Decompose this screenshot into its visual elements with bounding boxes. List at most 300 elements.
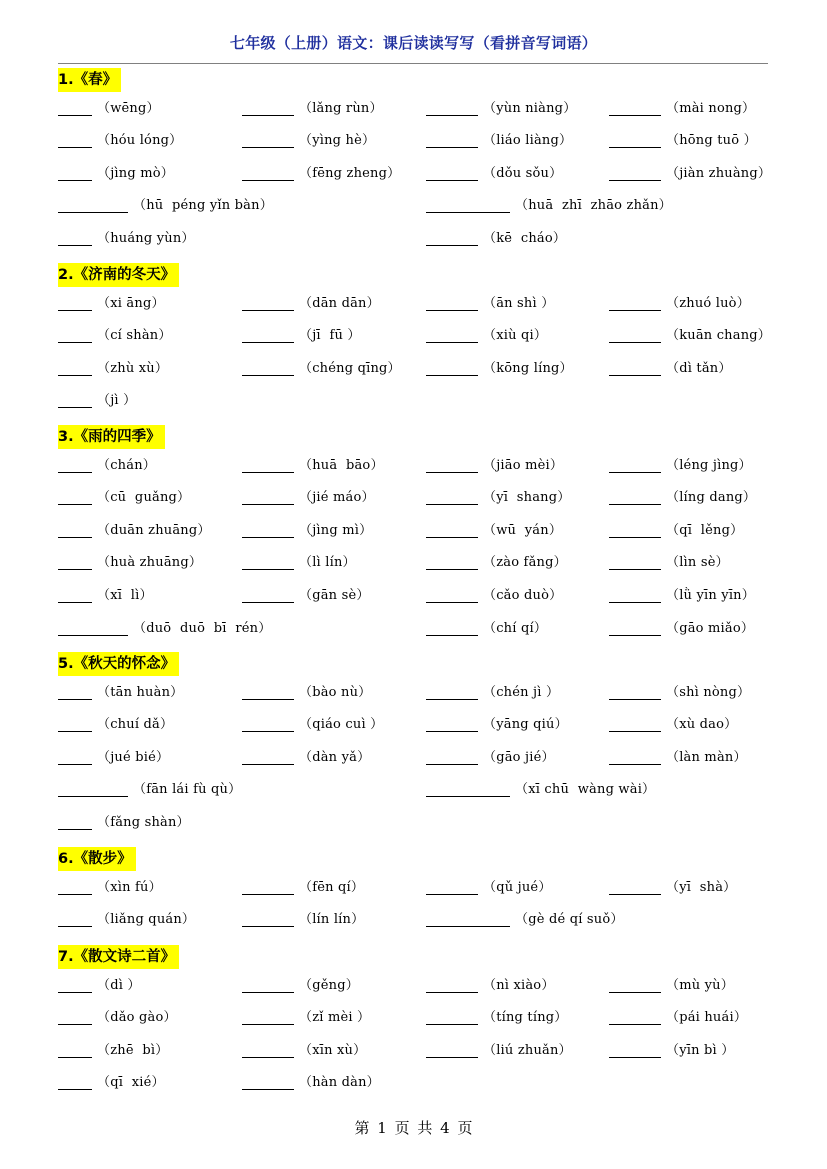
answer-blank[interactable] [426, 179, 478, 181]
pinyin-prompt: （fǎng shàn） [97, 814, 190, 830]
answer-blank[interactable] [609, 698, 661, 700]
exercise-item [58, 547, 202, 580]
exercise-row [58, 482, 757, 515]
answer-blank[interactable] [426, 471, 478, 473]
answer-blank[interactable] [58, 730, 92, 732]
exercise-row [58, 157, 772, 190]
answer-blank[interactable] [58, 536, 92, 538]
pinyin-prompt: （xù dao） [666, 717, 738, 733]
answer-blank[interactable] [426, 1056, 478, 1058]
exercise-item [426, 676, 559, 709]
answer-blank[interactable] [609, 146, 661, 148]
pinyin-prompt: （huà zhuāng） [97, 555, 203, 571]
exercise-item [58, 320, 172, 353]
pinyin-prompt: （qǔ jué） [483, 879, 552, 895]
exercise-row [58, 125, 757, 158]
exercise-item [609, 482, 756, 515]
answer-blank[interactable] [58, 991, 92, 993]
answer-blank[interactable] [426, 925, 510, 927]
pinyin-prompt: （tān huàn） [97, 684, 184, 700]
exercise-item [426, 514, 562, 547]
exercise-item [609, 709, 737, 742]
exercise-item [609, 287, 750, 320]
pinyin-prompt: （lǜ yīn yīn） [666, 587, 755, 603]
pinyin-prompt: （huā zhī zhāo zhǎn） [515, 198, 672, 214]
exercise-item [58, 904, 195, 937]
exercise-item [58, 514, 211, 547]
exercise-item [242, 579, 370, 612]
exercise-item [58, 741, 169, 774]
answer-blank[interactable] [426, 893, 478, 895]
answer-blank[interactable] [58, 406, 92, 408]
pinyin-prompt: （jué bié） [97, 749, 170, 765]
answer-blank[interactable] [609, 179, 661, 181]
answer-blank[interactable] [58, 1056, 92, 1058]
exercise-item [58, 449, 156, 482]
exercise-row [58, 774, 656, 807]
exercise-row [58, 385, 179, 418]
exercise-row [58, 1002, 748, 1035]
section-6 [58, 945, 748, 1099]
answer-blank[interactable] [242, 146, 294, 148]
pinyin-prompt: （jì ） [97, 393, 137, 409]
exercise-item [58, 482, 190, 515]
pinyin-prompt: （yī shà） [666, 879, 737, 895]
pinyin-prompt: （zǐ mèi ） [299, 1010, 371, 1026]
pinyin-prompt: （kuān chang） [666, 328, 772, 344]
pinyin-prompt: （mài nong） [666, 100, 756, 116]
exercise-item [609, 125, 757, 158]
exercise-item [426, 774, 655, 807]
pinyin-prompt: （tíng tíng） [483, 1010, 568, 1026]
pinyin-prompt: （lín lín） [299, 912, 365, 928]
exercise-item [58, 871, 162, 904]
answer-blank[interactable] [426, 146, 478, 148]
pinyin-prompt: （gāo jié） [483, 749, 555, 765]
answer-blank[interactable] [609, 568, 661, 570]
exercise-item [426, 547, 567, 580]
exercise-item [58, 709, 173, 742]
pinyin-prompt: （xi āng） [97, 295, 165, 311]
exercise-row [58, 547, 729, 580]
exercise-row [58, 287, 750, 320]
pinyin-prompt: （wēng） [97, 100, 160, 116]
pinyin-prompt: （huáng yùn） [97, 230, 195, 246]
answer-blank[interactable] [58, 146, 92, 148]
pinyin-prompt: （gè dé qí suǒ） [515, 912, 624, 928]
exercise-item [609, 449, 752, 482]
answer-blank[interactable] [609, 730, 661, 732]
answer-blank[interactable] [426, 763, 478, 765]
pinyin-prompt: （jī fū ） [299, 328, 361, 344]
answer-blank[interactable] [426, 114, 478, 116]
answer-blank[interactable] [242, 698, 294, 700]
section-heading: 7.《散文诗二首》 [58, 945, 179, 969]
exercise-item [426, 741, 555, 774]
exercise-item [426, 482, 570, 515]
exercise-item [426, 1034, 572, 1067]
exercise-row [58, 352, 732, 385]
exercise-item [242, 1034, 366, 1067]
pinyin-prompt: （shì nòng） [666, 684, 751, 700]
pinyin-prompt: （dǒu sǒu） [483, 165, 563, 181]
exercise-item [609, 92, 755, 125]
answer-blank[interactable] [242, 1023, 294, 1025]
pinyin-prompt: （xī chū wàng wài） [515, 782, 656, 798]
answer-blank[interactable] [58, 893, 92, 895]
answer-blank[interactable] [426, 634, 478, 636]
exercise-item [242, 969, 359, 1002]
answer-blank[interactable] [426, 991, 478, 993]
answer-blank[interactable] [58, 601, 92, 603]
pinyin-prompt: （lì lín） [299, 555, 356, 571]
pinyin-prompt: （liú zhuǎn） [483, 1042, 572, 1058]
answer-blank[interactable] [58, 503, 92, 505]
pinyin-prompt: （jié máo） [299, 490, 375, 506]
exercise-item [242, 871, 364, 904]
answer-blank[interactable] [609, 341, 661, 343]
pinyin-prompt: （cí shàn） [97, 328, 172, 344]
answer-blank[interactable] [609, 634, 661, 636]
page-title: 七年级（上册）语文：课后读读写写（看拼音写词语） [229, 34, 598, 52]
answer-blank[interactable] [426, 503, 478, 505]
pinyin-prompt: （zào fǎng） [483, 555, 567, 571]
pinyin-prompt: （yùn niàng） [483, 100, 577, 116]
answer-blank[interactable] [58, 1088, 92, 1090]
answer-blank[interactable] [426, 211, 510, 213]
exercise-item [242, 482, 375, 515]
answer-blank[interactable] [426, 698, 478, 700]
pinyin-prompt: （lǎng rùn） [299, 100, 383, 116]
exercise-item [609, 157, 771, 190]
answer-blank[interactable] [58, 471, 92, 473]
answer-blank[interactable] [58, 568, 92, 570]
exercise-item [426, 157, 562, 190]
answer-blank[interactable] [242, 568, 294, 570]
pinyin-prompt: （jìng mò） [97, 165, 174, 181]
answer-blank[interactable] [58, 309, 92, 311]
exercise-item [242, 157, 400, 190]
pinyin-prompt: （fēng zheng） [299, 165, 401, 181]
pinyin-prompt: （dǎo gào） [97, 1010, 177, 1026]
exercise-row [58, 1067, 380, 1100]
page-footer: 第 1 页 共 4 页 [354, 1119, 473, 1137]
pinyin-prompt: （zhù xù） [97, 360, 169, 376]
answer-blank[interactable] [426, 244, 478, 246]
exercise-row [58, 1034, 735, 1067]
exercise-item [58, 287, 165, 320]
answer-blank[interactable] [242, 341, 294, 343]
exercise-item [426, 612, 547, 645]
exercise-row [58, 514, 744, 547]
exercise-row [58, 969, 734, 1002]
answer-blank[interactable] [609, 503, 661, 505]
exercise-item [426, 969, 555, 1002]
pinyin-prompt: （kē cháo） [483, 230, 567, 246]
pinyin-prompt: （dì ） [97, 977, 141, 993]
section-heading: 3.《雨的四季》 [58, 425, 165, 449]
answer-blank[interactable] [609, 309, 661, 311]
exercise-item [58, 1034, 168, 1067]
pinyin-prompt: （liáo liàng） [483, 133, 573, 149]
answer-blank[interactable] [58, 925, 92, 927]
exercise-item [242, 1002, 370, 1035]
answer-blank[interactable] [58, 634, 128, 636]
exercise-item [609, 676, 750, 709]
exercise-item [58, 157, 174, 190]
answer-blank[interactable] [426, 374, 478, 376]
answer-blank[interactable] [609, 893, 661, 895]
answer-blank[interactable] [58, 244, 92, 246]
exercise-item [58, 969, 141, 1002]
pinyin-prompt: （hàn dàn） [299, 1075, 380, 1091]
exercise-item [426, 352, 573, 385]
pinyin-prompt: （dì tǎn） [666, 360, 732, 376]
pinyin-prompt: （jìng mì） [299, 522, 373, 538]
pinyin-prompt: （huā bāo） [299, 457, 384, 473]
exercise-item [426, 449, 563, 482]
pinyin-prompt: （hū péng yǐn bàn） [133, 198, 273, 214]
answer-blank[interactable] [426, 601, 478, 603]
exercise-item [242, 709, 383, 742]
exercise-row [58, 190, 672, 223]
pinyin-prompt: （chuí dǎ） [97, 717, 174, 733]
section-3 [58, 425, 757, 645]
exercise-item [426, 904, 624, 937]
answer-blank[interactable] [58, 828, 92, 830]
exercise-item [609, 514, 743, 547]
answer-blank[interactable] [609, 763, 661, 765]
answer-blank[interactable] [58, 374, 92, 376]
answer-blank[interactable] [609, 991, 661, 993]
section-heading: 5.《秋天的怀念》 [58, 652, 179, 676]
section-1 [58, 68, 772, 255]
answer-blank[interactable] [242, 536, 294, 538]
exercise-item [609, 612, 754, 645]
pinyin-prompt: （qī lěng） [666, 522, 744, 538]
pinyin-prompt: （gāo miǎo） [666, 620, 755, 636]
section-4 [58, 652, 751, 839]
section-5 [58, 847, 737, 936]
exercise-row [58, 612, 755, 645]
exercise-item [58, 92, 160, 125]
exercise-row [58, 709, 738, 742]
pinyin-prompt: （líng dang） [666, 490, 757, 506]
pinyin-prompt: （zhē bì） [97, 1042, 169, 1058]
exercise-row [58, 904, 624, 937]
pinyin-prompt: （fān lái fù qù） [133, 782, 242, 798]
section-heading: 1.《春》 [58, 68, 121, 92]
answer-blank[interactable] [242, 503, 294, 505]
answer-blank[interactable] [58, 211, 128, 213]
exercise-item [609, 579, 755, 612]
pinyin-prompt: （yìng hè） [299, 133, 376, 149]
answer-blank[interactable] [58, 114, 92, 116]
pinyin-prompt: （xīn xù） [299, 1042, 367, 1058]
section-heading: 6.《散步》 [58, 847, 136, 871]
exercise-row [58, 92, 756, 125]
pinyin-prompt: （cǎo duò） [483, 587, 563, 603]
exercise-row [58, 676, 751, 709]
exercise-item [426, 287, 554, 320]
pinyin-prompt: （zhuó luò） [666, 295, 750, 311]
pinyin-prompt: （duō duō bī rén） [133, 620, 272, 636]
exercise-item [426, 709, 568, 742]
answer-blank[interactable] [58, 179, 92, 181]
pinyin-prompt: （wū yán） [483, 522, 563, 538]
exercise-item [242, 1067, 380, 1100]
exercise-item [609, 1034, 734, 1067]
answer-blank[interactable] [242, 1056, 294, 1058]
exercise-item [242, 904, 364, 937]
answer-blank[interactable] [58, 795, 128, 797]
answer-blank[interactable] [242, 114, 294, 116]
pinyin-prompt: （dān dān） [299, 295, 380, 311]
exercise-item [242, 125, 375, 158]
answer-blank[interactable] [242, 991, 294, 993]
answer-blank[interactable] [609, 536, 661, 538]
answer-blank[interactable] [242, 179, 294, 181]
exercise-item [58, 806, 190, 839]
exercise-row [58, 871, 737, 904]
exercise-item [242, 320, 361, 353]
answer-blank[interactable] [242, 763, 294, 765]
answer-blank[interactable] [426, 1023, 478, 1025]
answer-blank[interactable] [242, 601, 294, 603]
pinyin-prompt: （làn màn） [666, 749, 747, 765]
pinyin-prompt: （nì xiào） [483, 977, 555, 993]
exercise-row [58, 222, 567, 255]
pinyin-prompt: （jiàn zhuàng） [666, 165, 772, 181]
exercise-row [58, 741, 747, 774]
answer-blank[interactable] [242, 925, 294, 927]
exercise-item [58, 352, 168, 385]
exercise-item [609, 320, 771, 353]
section-heading: 2.《济南的冬天》 [58, 263, 179, 287]
exercise-item [426, 222, 566, 255]
answer-blank[interactable] [426, 568, 478, 570]
answer-blank[interactable] [426, 309, 478, 311]
exercise-row [58, 320, 772, 353]
answer-blank[interactable] [242, 893, 294, 895]
exercise-item [426, 320, 547, 353]
exercise-item [609, 871, 736, 904]
answer-blank[interactable] [609, 114, 661, 116]
exercise-row [58, 579, 755, 612]
exercise-item [242, 741, 370, 774]
pinyin-prompt: （qiáo cuì ） [299, 717, 384, 733]
exercise-item [609, 741, 747, 774]
exercise-row [58, 449, 752, 482]
exercise-item [242, 514, 372, 547]
answer-blank[interactable] [242, 1088, 294, 1090]
exercise-item [242, 449, 384, 482]
pinyin-prompt: （bào nù） [299, 684, 372, 700]
exercise-item [426, 871, 552, 904]
answer-blank[interactable] [242, 374, 294, 376]
exercise-item [242, 676, 371, 709]
section-2 [58, 263, 772, 417]
exercise-item [58, 612, 271, 645]
answer-blank[interactable] [426, 730, 478, 732]
exercise-item [609, 969, 734, 1002]
answer-blank[interactable] [58, 698, 92, 700]
pinyin-prompt: （mù yù） [666, 977, 734, 993]
pinyin-prompt: （hōng tuō ） [666, 133, 757, 149]
exercise-item [426, 190, 672, 223]
answer-blank[interactable] [58, 1023, 92, 1025]
answer-blank[interactable] [426, 341, 478, 343]
pinyin-prompt: （xìn fú） [97, 879, 162, 895]
pinyin-prompt: （yī shang） [483, 490, 571, 506]
pinyin-prompt: （léng jìng） [666, 457, 752, 473]
answer-blank[interactable] [609, 374, 661, 376]
pinyin-prompt: （duān zhuāng） [97, 522, 211, 538]
pinyin-prompt: （ān shì ） [483, 295, 555, 311]
pinyin-prompt: （chí qí） [483, 620, 548, 636]
pinyin-prompt: （chéng qīng） [299, 360, 401, 376]
answer-blank[interactable] [609, 1056, 661, 1058]
answer-blank[interactable] [242, 309, 294, 311]
exercise-item [242, 547, 356, 580]
exercise-item [609, 1002, 747, 1035]
answer-blank[interactable] [242, 730, 294, 732]
pinyin-prompt: （cū guǎng） [97, 490, 191, 506]
pinyin-prompt: （yīn bì ） [666, 1042, 735, 1058]
exercise-item [58, 1067, 165, 1100]
answer-blank[interactable] [426, 795, 510, 797]
exercise-item [426, 1002, 568, 1035]
exercise-item [58, 190, 273, 223]
pinyin-prompt: （chén jì ） [483, 684, 560, 700]
answer-blank[interactable] [609, 471, 661, 473]
pinyin-prompt: （gān sè） [299, 587, 370, 603]
exercise-item [242, 352, 401, 385]
pinyin-prompt: （kōng líng） [483, 360, 573, 376]
exercise-item [58, 774, 241, 807]
exercise-item [426, 579, 562, 612]
answer-blank[interactable] [426, 536, 478, 538]
header-rule [58, 63, 768, 64]
exercise-item [58, 125, 182, 158]
exercise-item [426, 125, 572, 158]
pinyin-prompt: （yāng qiú） [483, 717, 568, 733]
pinyin-prompt: （pái huái） [666, 1010, 748, 1026]
answer-blank[interactable] [58, 341, 92, 343]
exercise-item [242, 287, 380, 320]
pinyin-prompt: （lìn sè） [666, 555, 729, 571]
pinyin-prompt: （liǎng quán） [97, 912, 196, 928]
pinyin-prompt: （chán） [97, 457, 156, 473]
pinyin-prompt: （qī xié） [97, 1075, 165, 1091]
answer-blank[interactable] [242, 471, 294, 473]
pinyin-prompt: （xī lì） [97, 587, 153, 603]
pinyin-prompt: （jiāo mèi） [483, 457, 564, 473]
pinyin-prompt: （fēn qí） [299, 879, 365, 895]
exercise-item [58, 222, 195, 255]
answer-blank[interactable] [609, 1023, 661, 1025]
pinyin-prompt: （dàn yǎ） [299, 749, 371, 765]
exercise-item [242, 92, 383, 125]
answer-blank[interactable] [58, 763, 92, 765]
answer-blank[interactable] [609, 601, 661, 603]
pinyin-prompt: （gěng） [299, 977, 359, 993]
exercise-item [58, 1002, 177, 1035]
exercise-item [609, 352, 732, 385]
exercise-item [426, 92, 576, 125]
exercise-item [58, 579, 153, 612]
exercise-item [58, 676, 183, 709]
